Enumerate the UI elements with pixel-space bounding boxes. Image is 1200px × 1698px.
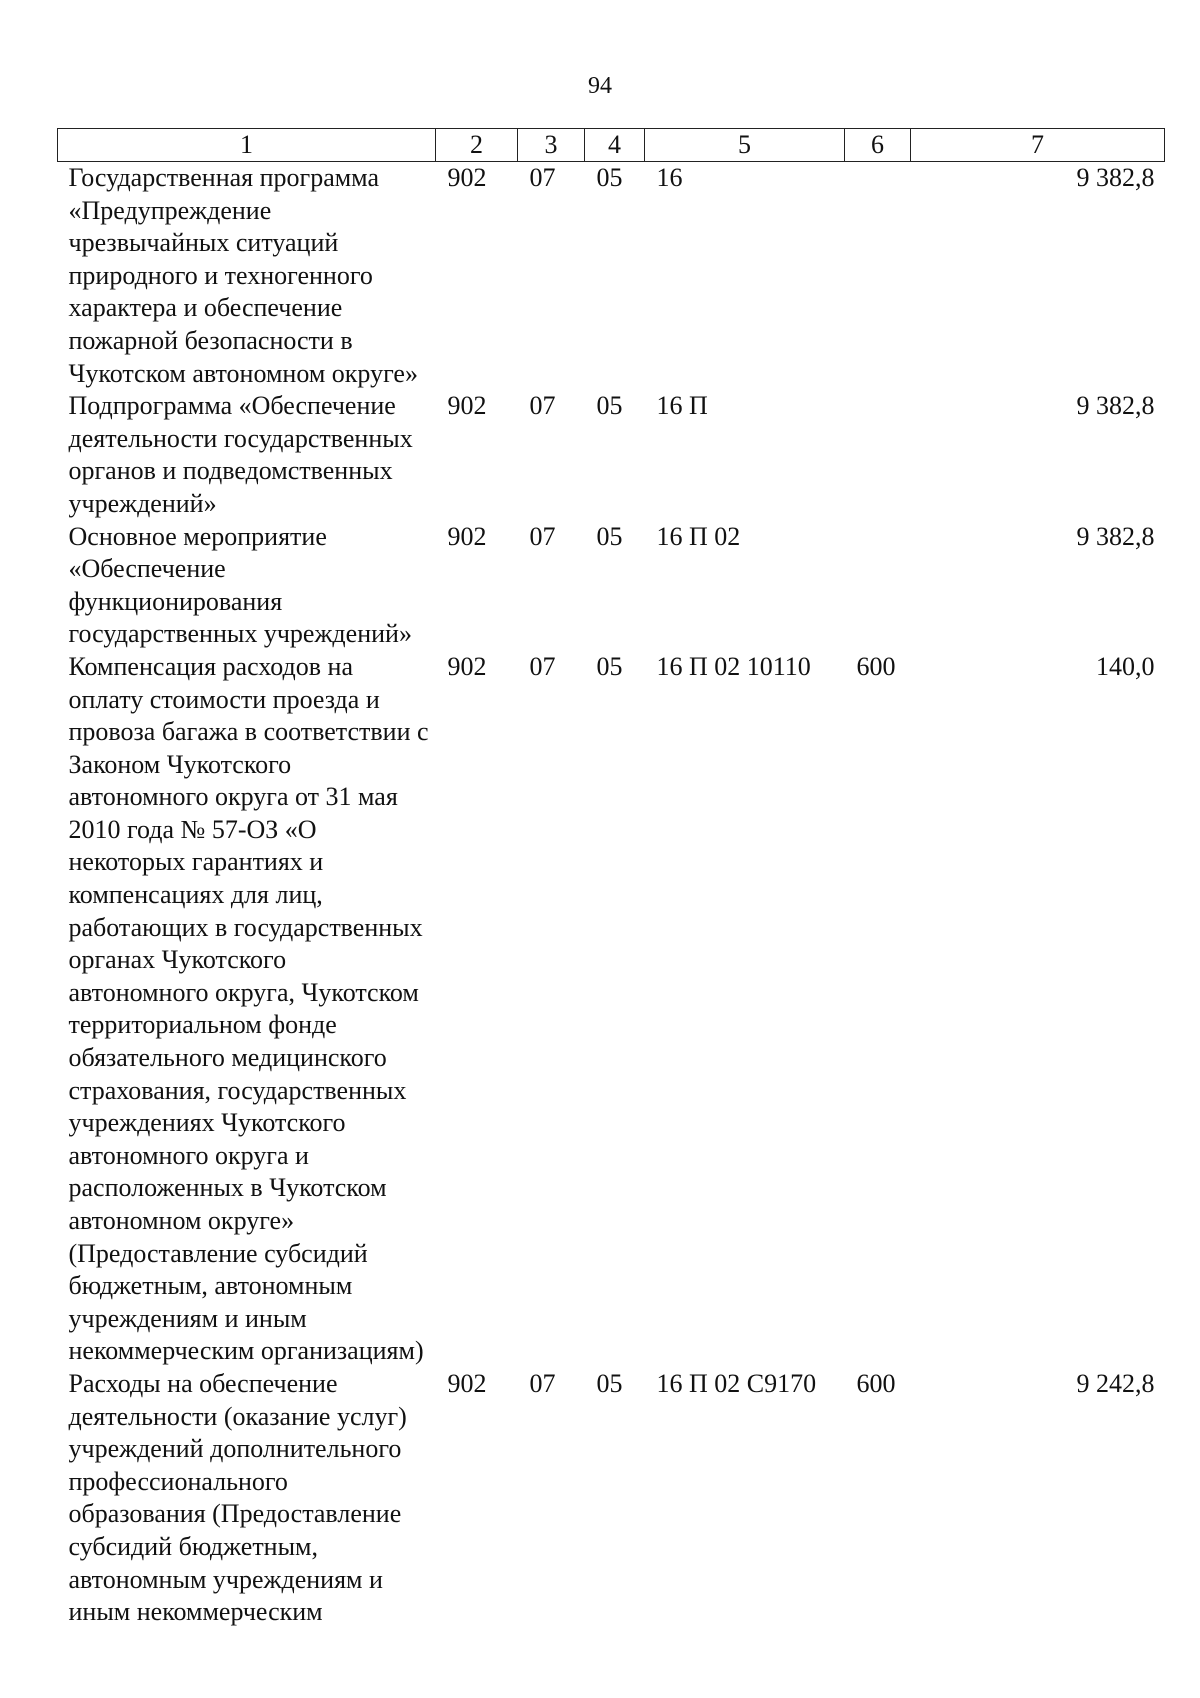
row-name: Государственная программа «Предупреждение чрезвычайных ситуаций природного и техногенного характера и обеспечение пожарной безопасности в Чукотском автономном округе» [68,163,418,388]
ministry-code: 902 [447,651,487,681]
table-header-row [58,129,1165,162]
target-article-code: 16 П 02 С9170 [656,1368,817,1398]
table-row [58,390,1165,520]
column-header: 3 [518,129,585,162]
amount-value: 9 382,8 [1076,521,1155,551]
subsection-code: 05 [596,163,623,192]
column-header: 2 [436,129,518,162]
table-row [58,162,1165,391]
target-article-code: 16 П 02 [656,521,741,551]
table-row [58,1368,1165,1629]
target-article-code: 16 [656,163,683,192]
expense-type-code [845,162,911,391]
amount-value: 140,0 [1096,651,1155,681]
expense-type-code [845,390,911,520]
table-row [58,521,1165,651]
subsection-code: 05 [596,651,623,681]
row-name: Компенсация расходов на оплату стоимости проезда и провоза багажа в соответствии с Законом Чукотского автономного округа от 31 мая 2010 года № 57-ОЗ «О некоторых гарантиях и компенсациях для лиц, работающих в государственных органах Чукотского автономного округа, Чукотском территориальном фонде обязательного медицинского страхования, государственных учреждениях Чукотского автономного округа и расположенных в Чукотском автономном округе» (Предоставление субсидий бюджетным, автономным учреждениям и иным некоммерческим организациям) [68,651,429,1366]
budget-table [57,128,1165,1629]
expense-type-code: 600 [856,1368,896,1398]
subsection-code: 05 [596,1368,623,1398]
column-header: 4 [585,129,645,162]
section-code: 07 [529,651,556,681]
section-code: 07 [529,163,556,192]
row-name: Подпрограмма «Обеспечение деятельности государственных органов и подведомственных учреждений» [68,391,413,518]
amount-value: 9 242,8 [1076,1368,1155,1398]
column-header: 6 [845,129,911,162]
section-code: 07 [529,521,556,551]
expense-type-code [845,521,911,651]
page-number: 94 [588,73,612,99]
column-header: 1 [58,129,436,162]
table-row [58,651,1165,1368]
ministry-code: 902 [447,163,487,192]
amount-value: 9 382,8 [1076,391,1155,421]
subsection-code: 05 [596,391,623,421]
expense-type-code: 600 [856,651,896,681]
subsection-code: 05 [596,521,623,551]
section-code: 07 [529,1368,556,1398]
row-name: Основное мероприятие «Обеспечение функционирования государственных учреждений» [68,521,412,649]
ministry-code: 902 [447,1368,487,1398]
ministry-code: 902 [447,391,487,421]
column-header: 7 [911,129,1165,162]
target-article-code: 16 П [656,391,708,421]
row-name: Расходы на обеспечение деятельности (оказание услуг) учреждений дополнительного профессионального образования (Предоставление субсидий бюджетным, автономным учреждениям и иным некоммерческим [68,1368,407,1627]
ministry-code: 902 [447,521,487,551]
target-article-code: 16 П 02 10110 [656,651,811,681]
column-header: 5 [645,129,845,162]
section-code: 07 [529,391,556,421]
amount-value: 9 382,8 [1076,163,1155,192]
